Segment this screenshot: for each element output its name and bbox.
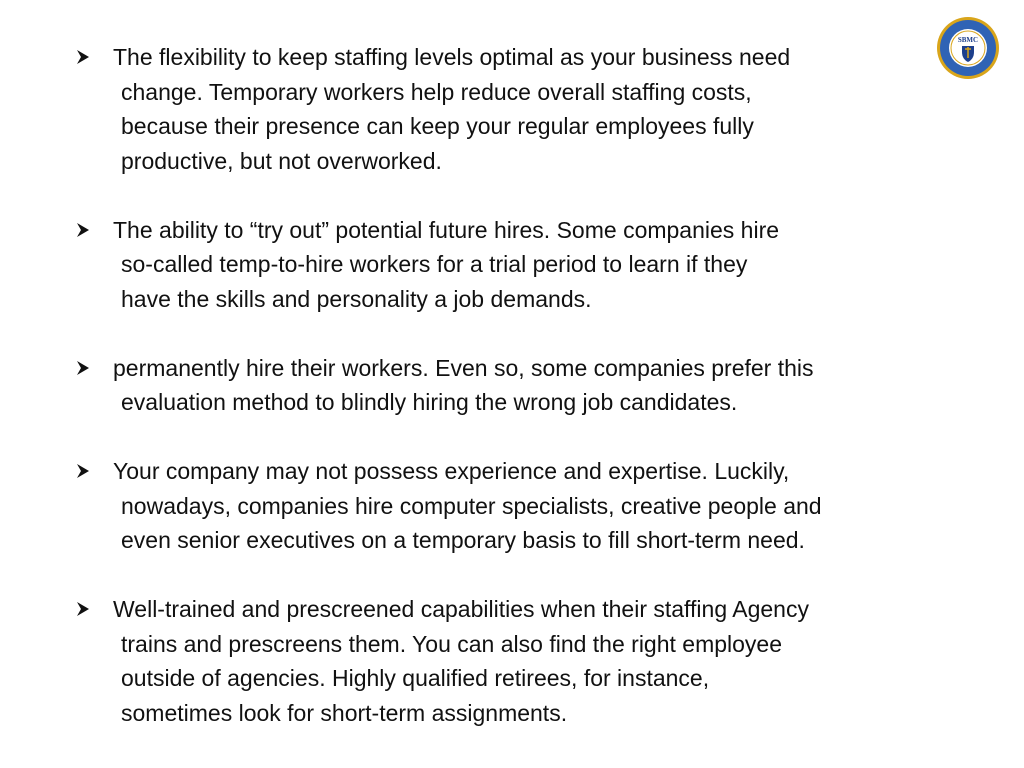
bullet-item — [75, 213, 935, 317]
bullet-text-line: because their presence can keep your regular employees fully — [121, 113, 754, 139]
bullet-item — [75, 40, 935, 178]
arrowhead-bullet-icon — [75, 213, 99, 248]
arrowhead-bullet-icon — [75, 592, 99, 627]
school-seal-icon — [936, 16, 1000, 80]
arrowhead-bullet-icon — [75, 351, 99, 386]
arrowhead-bullet-icon — [75, 454, 99, 489]
bullet-text-line: have the skills and personality a job demands. — [121, 285, 592, 312]
bullet-text-line: evaluation method to blindly hiring the wrong job candidates. — [121, 389, 738, 415]
bullet-item — [75, 454, 935, 558]
arrowhead-bullet-icon — [75, 40, 99, 75]
bullet-text-line: nowadays, companies hire computer specialists, creative people and — [121, 492, 822, 519]
bullet-text-line: change. Temporary workers help reduce overall staffing costs, — [121, 78, 752, 105]
bullet-item — [75, 592, 935, 730]
bullet-text-line: Well-trained and prescreened capabilities when their staffing Agency — [113, 596, 809, 622]
seal-center-text: SBMC — [957, 36, 979, 44]
bullet-text-line: permanently hire their workers. Even so, some companies prefer this — [113, 354, 814, 381]
bullet-text-line: sometimes look for short-term assignments. — [121, 699, 568, 726]
bullet-text-line: The flexibility to keep staffing levels optimal as your business need — [113, 44, 791, 70]
bullet-text-line: The ability to “try out” potential future hires. Some companies hire — [113, 216, 780, 243]
bullet-text-line: Your company may not possess experience and expertise. Luckily, — [113, 458, 790, 484]
bullet-list — [75, 40, 935, 765]
bullet-text-line: productive, but not overworked. — [121, 147, 442, 174]
bullet-text-line: even senior executives on a temporary basis to fill short-term need. — [121, 527, 805, 553]
bullet-text-line: outside of agencies. Highly qualified retirees, for instance, — [121, 665, 710, 691]
bullet-text-line: so-called temp-to-hire workers for a trial period to learn if they — [121, 251, 748, 277]
bullet-text-line: trains and prescreens them. You can also find the right employee — [121, 630, 783, 657]
bullet-item — [75, 351, 935, 420]
